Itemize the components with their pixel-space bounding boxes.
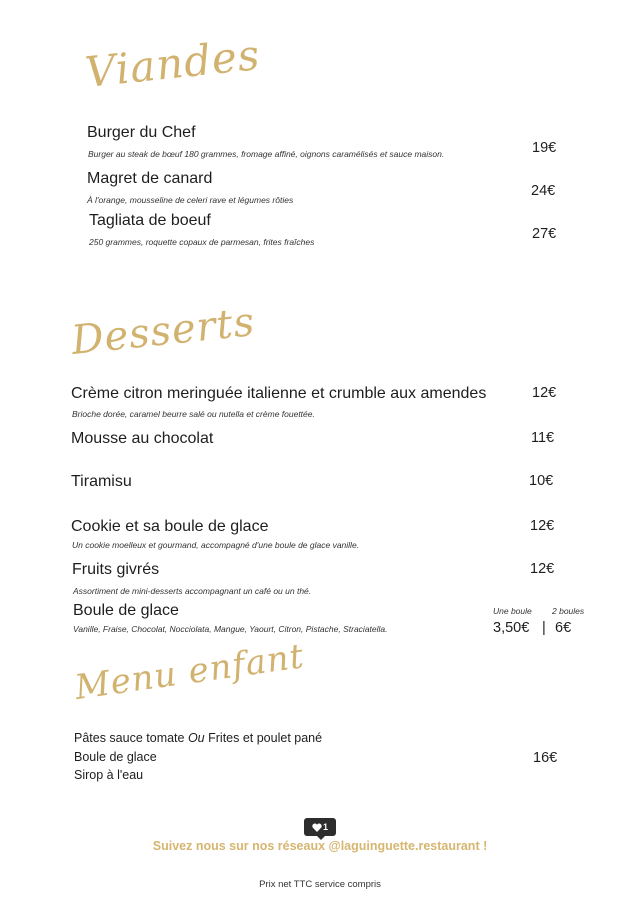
kids-menu-line-dessert: Boule de glace: [74, 750, 157, 764]
item-name: Mousse au chocolat: [71, 430, 214, 447]
item-price: 27€: [532, 226, 557, 242]
item-description: Un cookie moelleux et gourmand, accompagné d'une boule de glace vanille.: [72, 540, 360, 550]
item-price: 12€: [530, 561, 555, 577]
item-name: Boule de glace: [73, 602, 179, 619]
like-notification-badge: [304, 818, 336, 836]
price-label-one-scoop: Une boule: [493, 606, 532, 616]
item-name: Burger du Chef: [87, 124, 196, 141]
item-description: Burger au steak de bœuf 180 grammes, fromage affiné, oignons caramélisés et sauce maison.: [88, 149, 445, 159]
like-count: 1: [322, 822, 328, 832]
heart-icon: [312, 823, 322, 832]
kids-menu-price: 16€: [533, 750, 558, 766]
section-title-viandes: Viandes: [82, 29, 263, 98]
item-description: Vanille, Fraise, Chocolat, Nocciolata, Mangue, Yaourt, Citron, Pistache, Straciatella.: [73, 624, 388, 634]
item-price: 24€: [531, 183, 556, 199]
kids-menu-line-drink: Sirop à l'eau: [74, 768, 144, 782]
price-two-scoops: 6€: [555, 620, 572, 636]
section-title-menu-enfant: Menu enfant: [72, 636, 307, 708]
item-description: 250 grammes, roquette copaux de parmesan, frites fraîches: [89, 237, 315, 247]
price-label-two-scoops: 2 boules: [552, 606, 585, 616]
item-name: Magret de canard: [87, 170, 213, 187]
item-price: 12€: [532, 385, 557, 401]
social-follow-text: Suivez nous sur nos réseaux @laguinguette.restaurant !: [152, 839, 488, 853]
kids-menu-option-a: Pâtes sauce tomate: [74, 731, 188, 745]
kids-menu-option-b: Frites et poulet pané: [204, 731, 323, 745]
item-description: À l'orange, mousseline de celeri rave et légumes rôties: [87, 195, 294, 205]
footer-note: Prix net TTC service compris: [259, 879, 381, 890]
item-name: Crème citron meringuée italienne et crumble aux amendes: [71, 385, 487, 402]
price-separator: |: [542, 620, 546, 636]
item-price: 10€: [529, 473, 554, 489]
price-one-scoop: 3,50€: [493, 620, 530, 636]
kids-menu-or: Ou: [187, 731, 205, 745]
item-description: Assortiment de mini-desserts accompagnant un café ou un thé.: [73, 586, 312, 596]
item-name: Fruits givrés: [72, 561, 160, 578]
section-title-desserts: Desserts: [69, 298, 258, 364]
item-price: 19€: [532, 140, 557, 156]
kids-menu-line-main: [74, 731, 322, 745]
item-description: Brioche dorée, caramel beurre salé ou nutella et crème fouettée.: [72, 409, 315, 419]
item-name: Tiramisu: [71, 473, 132, 490]
item-name: Tagliata de boeuf: [89, 212, 211, 229]
item-name: Cookie et sa boule de glace: [71, 518, 269, 535]
item-price: 11€: [531, 430, 555, 446]
item-price: 12€: [530, 518, 555, 534]
